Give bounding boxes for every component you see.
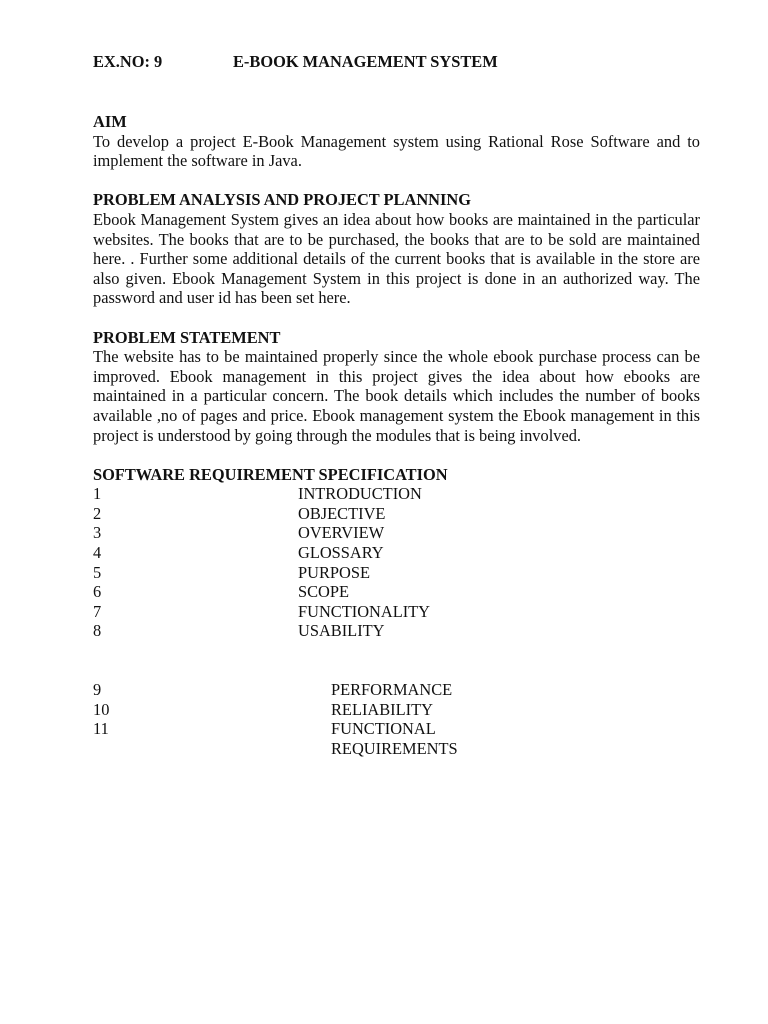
srs-item bbox=[93, 700, 700, 720]
srs-item bbox=[93, 543, 700, 563]
srs-item-label: SCOPE bbox=[298, 582, 350, 602]
srs-item-label: FUNCTIONALITY bbox=[298, 601, 431, 621]
srs-item bbox=[93, 719, 700, 758]
srs-item-label: GLOSSARY bbox=[298, 543, 384, 563]
srs-item bbox=[93, 563, 700, 583]
analysis-text: Ebook Management System gives an idea about how books are maintained in the particular websites. The books that are to be purchased, the books that are to be sold are maintained here. . Further some additional details of the current books that is available in the store are also given. Ebook Management System in this project is done in an authorized way. The password and user id has been set here. bbox=[93, 209, 700, 308]
document-title: E-BOOK MANAGEMENT SYSTEM bbox=[233, 52, 498, 71]
statement-text: The website has to be maintained properly since the whole ebook purchase process can be improved. Ebook management in this project gives the idea about how ebooks are maintained in a particular concern. The book details which includes the number of books available ,no of pages and price. Ebook management system the Ebook management in this project is understood by going through the modules that is being involved. bbox=[93, 347, 700, 445]
srs-item-number: 3 bbox=[93, 523, 102, 543]
exercise-number: EX.NO: 9 bbox=[93, 52, 163, 71]
srs-item bbox=[93, 523, 700, 543]
aim-heading: AIM bbox=[93, 112, 127, 131]
srs-heading: SOFTWARE REQUIREMENT SPECIFICATION bbox=[93, 464, 448, 484]
srs-item bbox=[93, 582, 700, 602]
list-spacer bbox=[93, 641, 700, 680]
srs-item-number: 5 bbox=[93, 562, 102, 582]
srs-item bbox=[93, 680, 700, 700]
document-page bbox=[93, 52, 700, 758]
srs-item-label: RELIABILITY bbox=[331, 699, 433, 719]
srs-item-number: 6 bbox=[93, 582, 102, 602]
srs-item-label: OVERVIEW bbox=[298, 523, 385, 543]
srs-item-label: INTRODUCTION bbox=[298, 484, 422, 504]
analysis-heading: PROBLEM ANALYSIS AND PROJECT PLANNING bbox=[93, 190, 471, 210]
srs-item-number: 7 bbox=[93, 601, 102, 621]
aim-text: To develop a project E-Book Management system using Rational Rose Software and to implement the software in Java. bbox=[93, 131, 700, 171]
srs-item-number: 1 bbox=[93, 484, 102, 504]
srs-item bbox=[93, 484, 700, 504]
srs-item-number: 8 bbox=[93, 621, 102, 641]
srs-item bbox=[93, 621, 700, 641]
srs-item-label: FUNCTIONAL REQUIREMENTS bbox=[331, 719, 458, 758]
srs-item-label: PURPOSE bbox=[298, 562, 370, 582]
srs-list bbox=[93, 484, 700, 641]
srs-item-label: USABILITY bbox=[298, 621, 385, 641]
srs-item-number: 9 bbox=[93, 680, 102, 700]
srs-item bbox=[93, 602, 700, 622]
srs-item-number: 10 bbox=[93, 699, 110, 719]
srs-list-continued bbox=[93, 680, 700, 758]
srs-item-label: OBJECTIVE bbox=[298, 503, 386, 523]
document-header bbox=[93, 52, 700, 72]
statement-heading: PROBLEM STATEMENT bbox=[93, 327, 281, 347]
srs-item-number: 4 bbox=[93, 543, 102, 563]
srs-item-label: PERFORMANCE bbox=[331, 680, 453, 700]
srs-item-number: 11 bbox=[93, 719, 109, 739]
srs-item-number: 2 bbox=[93, 503, 102, 523]
srs-item bbox=[93, 504, 700, 524]
